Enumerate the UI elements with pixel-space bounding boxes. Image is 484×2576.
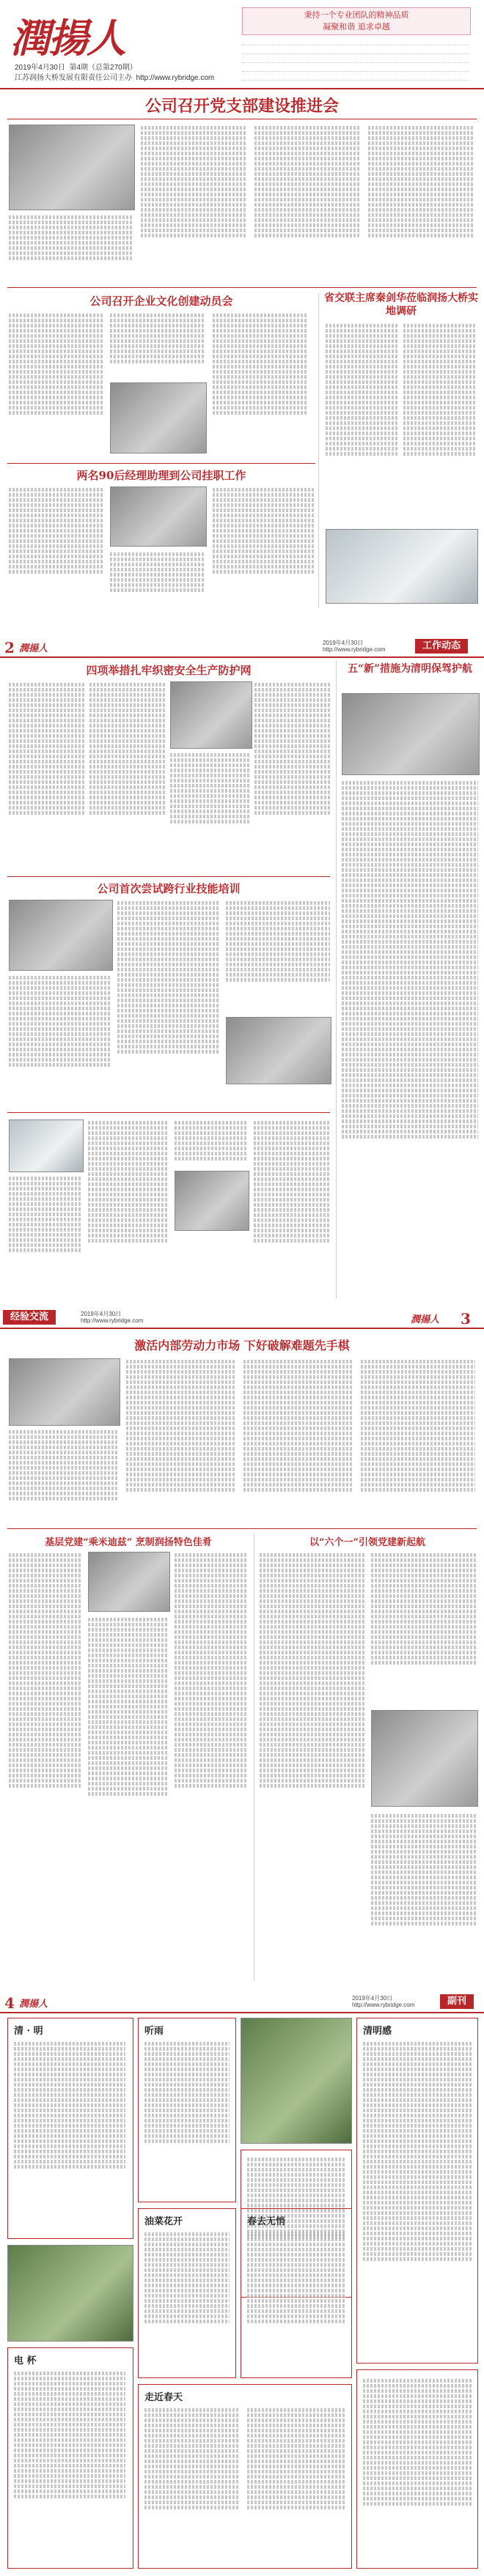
article-text: [170, 752, 251, 825]
article-text: [243, 1358, 353, 1493]
photo-trainee: [110, 486, 207, 547]
contents-block: [242, 37, 469, 84]
page-paper-name: 潤揚人: [19, 643, 48, 654]
photo-portrait: [175, 1171, 249, 1231]
article-text: [403, 322, 477, 457]
motto-line-2: 凝聚和谐 追求卓越: [323, 22, 390, 32]
poem-title: 清 · 明: [14, 2026, 43, 2037]
article-text: [9, 312, 104, 416]
page-number: 4: [4, 1994, 15, 2012]
article-text: [371, 1552, 477, 1666]
headline-main: 公司召开党支部建设推进会: [144, 97, 339, 116]
photo-six-ones: [371, 1710, 478, 1807]
photo-safety: [170, 681, 252, 749]
masthead-info: [15, 63, 214, 84]
article-text: [213, 486, 314, 575]
photo-flowers: [7, 2245, 133, 2342]
article-text: [88, 1119, 169, 1244]
photo-qingming: [342, 693, 480, 775]
page-url[interactable]: http://www.rybridge.com: [81, 1317, 144, 1324]
photo-trainees: [226, 1017, 331, 1084]
poem-text: [363, 2377, 472, 2507]
poem-text: [144, 2231, 230, 2325]
article-text: [9, 1552, 82, 1789]
article-text: [371, 1813, 477, 1927]
headline-qingming: 五“新”措施为清明保驾护航: [347, 663, 473, 675]
article-text: [368, 125, 474, 239]
poem-box: [7, 2018, 133, 2239]
page2-body: [0, 658, 484, 1303]
photo-party: [88, 1552, 170, 1612]
headline-culture: 公司召开企业文化创建动员会: [89, 295, 233, 308]
article-text: [226, 900, 330, 983]
page-date: 2019年4月30日: [81, 1311, 122, 1317]
article-text: [175, 1552, 248, 1789]
poem-title: 春去无悄: [247, 2216, 286, 2227]
article-text: [260, 1552, 366, 1789]
photo-labor: [9, 1358, 120, 1426]
logo: 潤揚人: [10, 15, 125, 62]
poem-title: 走近春天: [144, 2392, 183, 2403]
article-text: [88, 1616, 169, 1797]
page2-header: [0, 637, 484, 658]
article-text: [110, 551, 205, 593]
article-text: [89, 681, 166, 816]
poem-box: [7, 2347, 133, 2569]
photo-culture: [110, 382, 207, 454]
poem-title: 清明感: [363, 2026, 392, 2037]
page-date: 2019年4月30日: [323, 640, 364, 646]
article-text: [342, 780, 478, 1140]
poem-text: [144, 2407, 240, 2511]
article-text: [254, 125, 361, 239]
poem-text: [14, 2040, 125, 2170]
page-paper-name: 潤揚人: [411, 1314, 440, 1325]
article-text: [9, 974, 111, 1068]
poem-text: [247, 2407, 345, 2511]
category-badge: 经验交流: [3, 1310, 56, 1325]
poem-title: 油菜花开: [144, 2216, 183, 2227]
article-text: [254, 681, 331, 816]
article-text: [213, 312, 308, 416]
category-badge: 副刊: [440, 1994, 474, 2009]
article-text: [9, 214, 133, 262]
page-url[interactable]: http://www.rybridge.com: [323, 646, 386, 653]
poem-box: [138, 2208, 236, 2378]
headline-party-building: 基层党建“乘米迪兹” 烹制润扬特色佳肴: [45, 1537, 212, 1548]
headline-safety: 四项举措扎牢织密安全生产防护网: [86, 664, 252, 677]
article-text: [254, 1119, 330, 1244]
article-text: [9, 486, 104, 575]
headline-six-ones: 以“六个一”引领党建新起航: [309, 1537, 425, 1548]
page4-body: [0, 2013, 484, 2576]
photo-meeting: [9, 125, 135, 210]
headline-labor-market: 激活内部劳动力市场 下好破解难题先手棋: [134, 1339, 350, 1352]
article-text: [175, 1119, 248, 1162]
poem-box: [138, 2018, 236, 2202]
article-text: [9, 1175, 82, 1254]
page1-body: [0, 89, 484, 617]
photo-forest: [241, 2018, 352, 2144]
article-text: [110, 312, 205, 365]
page-number: 2: [4, 639, 15, 656]
article-text: [326, 322, 399, 457]
page3-header: [0, 1309, 484, 1329]
poem-box: [138, 2384, 352, 2569]
motto-line-1: 秉持一个专业团队的精神品质: [304, 10, 409, 20]
poem-text: [144, 2040, 230, 2144]
issue-date: 2019年4月30日: [15, 64, 65, 72]
page-date: 2019年4月30日: [352, 1995, 393, 2002]
photo-staff: [9, 1119, 84, 1172]
poem-text: [247, 2231, 345, 2325]
page4-header: [0, 1993, 484, 2013]
poem-box: [241, 2208, 352, 2378]
article-text: [361, 1358, 475, 1493]
poem-text: [14, 2370, 125, 2500]
org-name: 江苏润扬大桥发展有限责任公司主办: [15, 74, 132, 82]
poem-text: [363, 2040, 472, 2262]
issue-number: 第4期（总第270期）: [69, 64, 137, 72]
headline-training: 公司首次尝试跨行业技能培训: [97, 882, 241, 895]
category-badge: 工作动态: [415, 639, 468, 654]
headline-visit: 省交联主席秦剑华莅临润扬大桥实地调研: [324, 292, 478, 317]
poem-title: 听雨: [144, 2026, 164, 2037]
masthead: [0, 0, 484, 89]
photo-training: [9, 900, 113, 971]
poem-box: [356, 2018, 478, 2364]
article-text: [117, 900, 220, 1055]
page-url[interactable]: http://www.rybridge.com: [352, 2002, 415, 2008]
page-number: 3: [461, 1310, 471, 1328]
motto-box: [242, 7, 471, 35]
poem-title: 电 杯: [14, 2355, 37, 2366]
article-text: [141, 125, 247, 239]
poem-box: [356, 2369, 478, 2569]
article-text: [126, 1358, 236, 1493]
page-paper-name: 潤揚人: [19, 1999, 48, 2010]
photo-visit: [326, 529, 478, 604]
article-text: [9, 1429, 119, 1502]
site-url[interactable]: http://www.rybridge.com: [136, 74, 215, 82]
page3-body: [0, 1329, 484, 1988]
headline-trainee: 两名90后经理助理到公司挂职工作: [76, 469, 246, 482]
article-text: [9, 681, 86, 816]
